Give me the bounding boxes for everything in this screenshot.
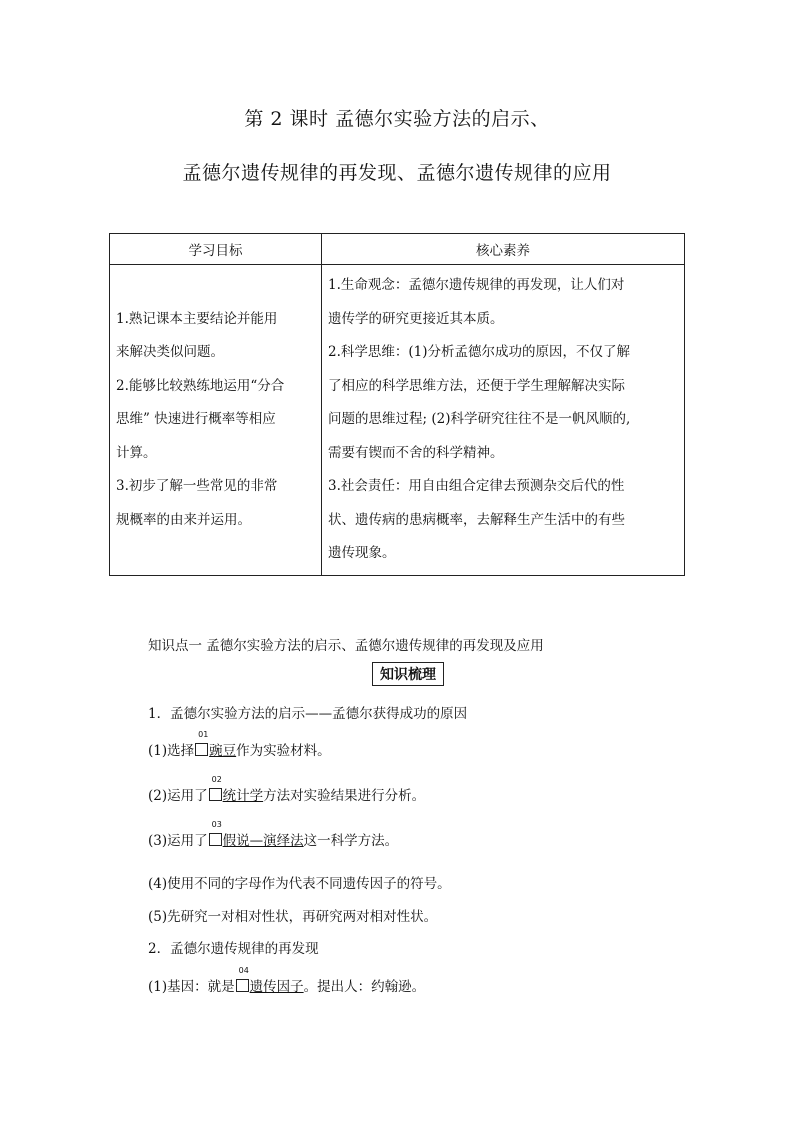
statement-1: (1)选择 01 豌豆作为实验材料。 [148, 730, 331, 759]
core-literacy-cell [322, 265, 685, 576]
answer-box-icon: 01 [195, 743, 208, 756]
statement-4: (4)使用不同的字母作为代表不同遗传因子的符号。 [148, 876, 451, 892]
statement-6: (1)基因：就是 04 遗传因子。提出人：约翰逊。 [148, 966, 426, 995]
goal-line: 思维” 快速进行概率等相应 [116, 411, 276, 427]
section-heading: 知识点一 孟德尔实验方法的启示、孟德尔遗传规律的再发现及应用 [148, 638, 544, 654]
goal-line: 规概率的由来并运用。 [116, 511, 251, 528]
answer-box-icon: 03 [209, 833, 222, 846]
goal-line: 计算。 [116, 444, 157, 461]
literacy-line: 1.生命观念：孟德尔遗传规律的再发现，让人们对 [328, 277, 625, 293]
statement-5: (5)先研究一对相对性状，再研究两对相对性状。 [148, 909, 438, 925]
answer-genetic-factor: 遗传因子 [249, 979, 304, 995]
literacy-line: 了相应的科学思维方法，还便于学生理解解决实际 [328, 377, 625, 394]
literacy-line: 遗传学的研究更接近其本质。 [328, 310, 504, 327]
lesson-title-line2: 孟德尔遗传规律的再发现、孟德尔遗传规律的应用 [182, 162, 612, 184]
answer-box-icon: 02 [209, 788, 222, 801]
statement-2: (2)运用了 02 统计学方法对实验结果进行分析。 [148, 775, 426, 804]
answer-statistics: 统计学 [222, 788, 264, 804]
lesson-title-line1: 第 2 课时 孟德尔实验方法的启示、 [244, 108, 550, 130]
item-1-heading: 1．孟德尔实验方法的启示——孟德尔获得成功的原因 [148, 706, 468, 722]
learning-goals-cell [110, 265, 322, 576]
answer-hypothesis-deduction: 假说—演绎法 [222, 833, 304, 849]
objectives-table [109, 233, 685, 576]
goal-line: 2.能够比较熟练地运用“分合 [116, 377, 285, 394]
literacy-line: 需要有锲而不舍的科学精神。 [328, 444, 504, 461]
header-core-literacy: 核心素养 [322, 234, 685, 265]
goal-line: 1.熟记课本主要结论并能用 [116, 310, 278, 327]
statement-3: (3)运用了 03 假说—演绎法这一科学方法。 [148, 820, 399, 849]
literacy-line: 问题的思维过程; (2)科学研究往往不是一帆风顺的, [328, 411, 631, 427]
literacy-line: 3.社会责任：用自由组合定律去预测杂交后代的性 [328, 478, 625, 494]
literacy-line: 遗传现象。 [328, 545, 396, 561]
answer-pea: 豌豆 [209, 743, 237, 759]
literacy-line: 状、遗传病的患病概率，去解释生产生活中的有些 [328, 511, 625, 528]
literacy-line: 2.科学思维：(1)分析孟德尔成功的原因，不仅了解 [328, 344, 631, 360]
answer-box-icon: 04 [236, 979, 249, 992]
goal-line: 来解决类似问题。 [116, 344, 224, 360]
item-2-heading: 2．孟德尔遗传规律的再发现 [148, 941, 319, 957]
header-learning-goals: 学习目标 [110, 234, 322, 265]
goal-line: 3.初步了解一些常见的非常 [116, 478, 278, 494]
knowledge-summary-badge: 知识梳理 [372, 662, 444, 686]
